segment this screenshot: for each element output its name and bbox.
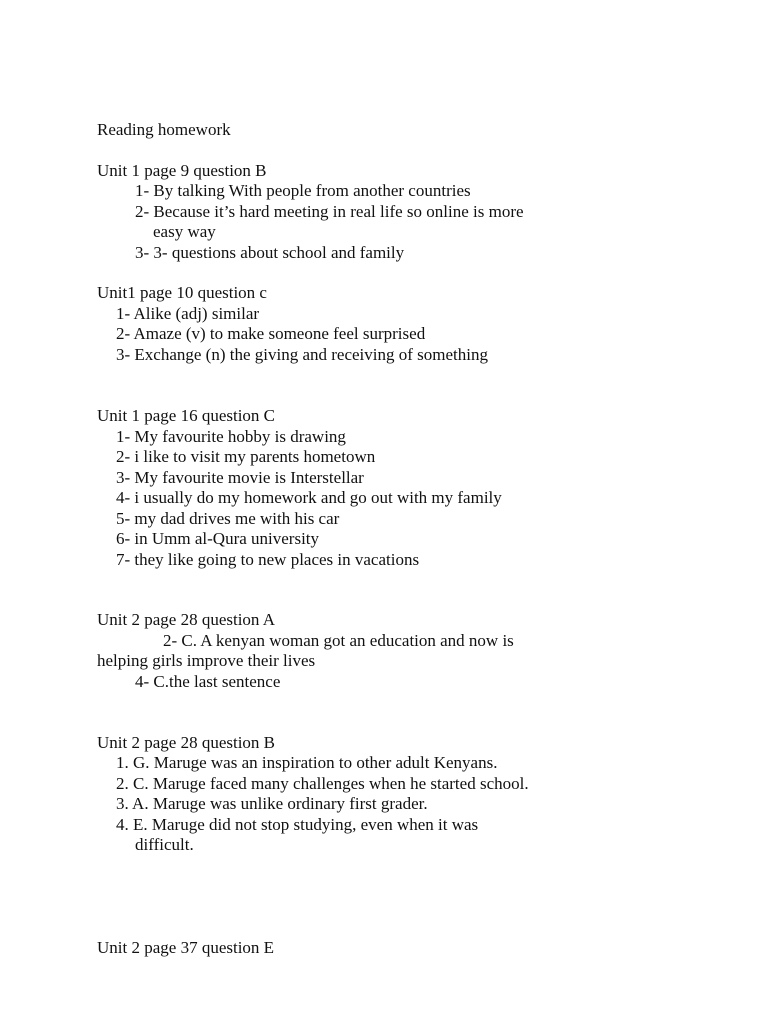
section-heading: Unit1 page 10 question c — [97, 283, 267, 302]
answer-line: 7- they like going to new places in vacations — [116, 550, 420, 569]
section-heading: Unit 1 page 16 question C — [97, 406, 276, 425]
answer-line: 6- in Umm al-Qura university — [116, 529, 320, 548]
answer-line: 2- Amaze (v) to make someone feel surprised — [116, 324, 426, 343]
answer-line: 1- By talking With people from another countries — [135, 181, 471, 200]
answer-line: 3- 3- questions about school and family — [135, 243, 405, 262]
answer-line: easy way — [153, 222, 216, 241]
answer-line: 2- i like to visit my parents hometown — [116, 447, 376, 466]
answer-line: 3- Exchange (n) the giving and receiving of something — [116, 345, 488, 364]
document-title: Reading homework — [97, 120, 231, 139]
section-heading: Unit 2 page 28 question B — [97, 733, 276, 752]
section-heading: Unit 2 page 28 question A — [97, 610, 276, 629]
answer-line: 1. G. Maruge was an inspiration to other adult Kenyans. — [116, 753, 498, 772]
answer-line: 2. C. Maruge faced many challenges when he started school. — [116, 774, 529, 793]
answer-line: 1- My favourite hobby is drawing — [116, 427, 346, 446]
answer-line: difficult. — [135, 835, 194, 854]
answer-line: 3- My favourite movie is Interstellar — [116, 468, 364, 487]
answer-line: 2- Because it’s hard meeting in real life so online is more — [135, 202, 524, 221]
answer-line: 3. A. Maruge was unlike ordinary first grader. — [116, 794, 428, 813]
answer-line: 4- C.the last sentence — [135, 672, 281, 691]
answer-line: 5- my dad drives me with his car — [116, 509, 340, 528]
answer-line: helping girls improve their lives — [97, 651, 316, 670]
answer-line: 4. E. Maruge did not stop studying, even when it was — [116, 815, 479, 834]
section-heading: Unit 2 page 37 question E — [97, 938, 275, 957]
section-heading: Unit 1 page 9 question B — [97, 161, 267, 180]
answer-line: 1- Alike (adj) similar — [116, 304, 260, 323]
answer-line: 2- C. A kenyan woman got an education and now is — [163, 631, 514, 650]
answer-line: 4- i usually do my homework and go out with my family — [116, 488, 502, 507]
